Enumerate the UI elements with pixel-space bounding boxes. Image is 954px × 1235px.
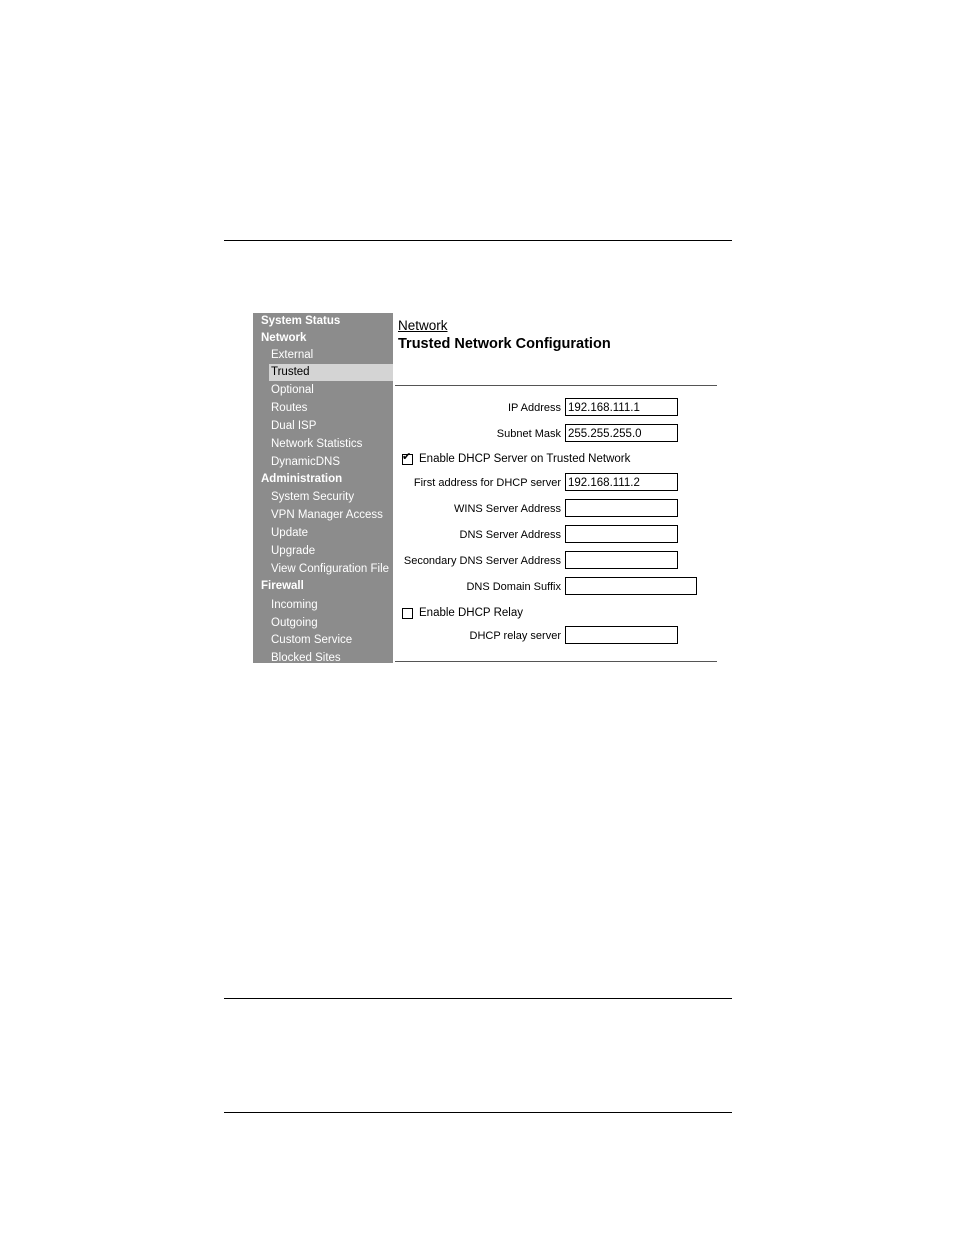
main-content bbox=[393, 313, 718, 663]
top-divider bbox=[395, 385, 717, 386]
sidebar-item-dynamicdns[interactable]: DynamicDNS bbox=[271, 456, 341, 468]
checkmark-icon: ✔ bbox=[402, 451, 412, 463]
first-dhcp-address-row bbox=[393, 473, 718, 493]
sidebar-item-external[interactable]: External bbox=[271, 349, 314, 361]
middle-rule bbox=[224, 998, 732, 999]
sidebar-item-administration[interactable]: Administration bbox=[261, 473, 343, 485]
wins-server-row bbox=[393, 499, 718, 519]
enable-dhcp-server-checkbox[interactable] bbox=[402, 451, 413, 465]
enable-dhcp-server-label: Enable DHCP Server on Trusted Network bbox=[419, 453, 631, 465]
sidebar-item-system-security[interactable]: System Security bbox=[271, 491, 355, 503]
sidebar-item-upgrade[interactable]: Upgrade bbox=[271, 545, 316, 557]
sidebar-item-outgoing[interactable]: Outgoing bbox=[271, 617, 318, 629]
dns-server-row bbox=[393, 525, 718, 545]
sidebar-item-incoming[interactable]: Incoming bbox=[271, 599, 318, 611]
sidebar-item-trusted[interactable]: Trusted bbox=[269, 364, 393, 381]
enable-dhcp-relay-label: Enable DHCP Relay bbox=[419, 607, 523, 619]
subnet-mask-row bbox=[393, 424, 718, 444]
sidebar-item-blocked-sites[interactable]: Blocked Sites bbox=[271, 652, 341, 663]
dhcp-relay-server-row bbox=[393, 626, 718, 646]
wins-server-label: WINS Server Address bbox=[454, 503, 561, 515]
wins-server-input[interactable] bbox=[565, 499, 678, 517]
sidebar-nav bbox=[253, 313, 393, 663]
sidebar-item-routes[interactable]: Routes bbox=[271, 402, 308, 414]
ip-address-row bbox=[393, 398, 718, 418]
top-rule bbox=[224, 240, 732, 241]
sidebar-item-optional[interactable]: Optional bbox=[271, 384, 314, 396]
bottom-divider bbox=[395, 661, 717, 662]
first-dhcp-address-input[interactable]: 192.168.111.2 bbox=[565, 473, 678, 491]
page-title: Trusted Network Configuration bbox=[398, 336, 611, 352]
bottom-rule bbox=[224, 1112, 732, 1113]
secondary-dns-server-label: Secondary DNS Server Address bbox=[403, 555, 561, 567]
first-dhcp-address-label: First address for DHCP server bbox=[413, 477, 561, 489]
ip-address-input[interactable]: 192.168.111.1 bbox=[565, 398, 678, 416]
sidebar-item-vpn-manager-access[interactable]: VPN Manager Access bbox=[271, 509, 383, 521]
secondary-dns-server-input[interactable] bbox=[565, 551, 678, 569]
sidebar-item-network-statistics[interactable]: Network Statistics bbox=[271, 438, 363, 450]
dns-domain-suffix-input[interactable] bbox=[565, 577, 697, 595]
subnet-mask-label: Subnet Mask bbox=[496, 428, 561, 440]
sidebar-item-custom-service[interactable]: Custom Service bbox=[271, 634, 353, 646]
sidebar-item-update[interactable]: Update bbox=[271, 527, 309, 539]
sidebar-item-network[interactable]: Network bbox=[261, 332, 307, 344]
sidebar-item-view-configuration-file[interactable]: View Configuration File bbox=[271, 563, 390, 575]
dns-server-input[interactable] bbox=[565, 525, 678, 543]
breadcrumb[interactable]: Network bbox=[398, 318, 448, 333]
sidebar-item-system-status[interactable]: System Status bbox=[261, 315, 341, 327]
ip-address-label: IP Address bbox=[508, 402, 561, 414]
dns-domain-suffix-row bbox=[393, 577, 718, 597]
dns-server-label: DNS Server Address bbox=[459, 529, 561, 541]
enable-dhcp-relay-row bbox=[402, 606, 702, 622]
sidebar-item-dual-isp[interactable]: Dual ISP bbox=[271, 420, 317, 432]
enable-dhcp-relay-checkbox[interactable] bbox=[402, 608, 413, 619]
dhcp-relay-server-input[interactable] bbox=[565, 626, 678, 644]
screenshot-frame bbox=[253, 313, 718, 663]
secondary-dns-server-row bbox=[393, 551, 718, 571]
enable-dhcp-server-row bbox=[402, 452, 702, 468]
dns-domain-suffix-label: DNS Domain Suffix bbox=[466, 581, 561, 593]
dhcp-relay-server-label: DHCP relay server bbox=[469, 630, 561, 642]
sidebar-item-firewall[interactable]: Firewall bbox=[261, 580, 304, 592]
subnet-mask-input[interactable]: 255.255.255.0 bbox=[565, 424, 678, 442]
